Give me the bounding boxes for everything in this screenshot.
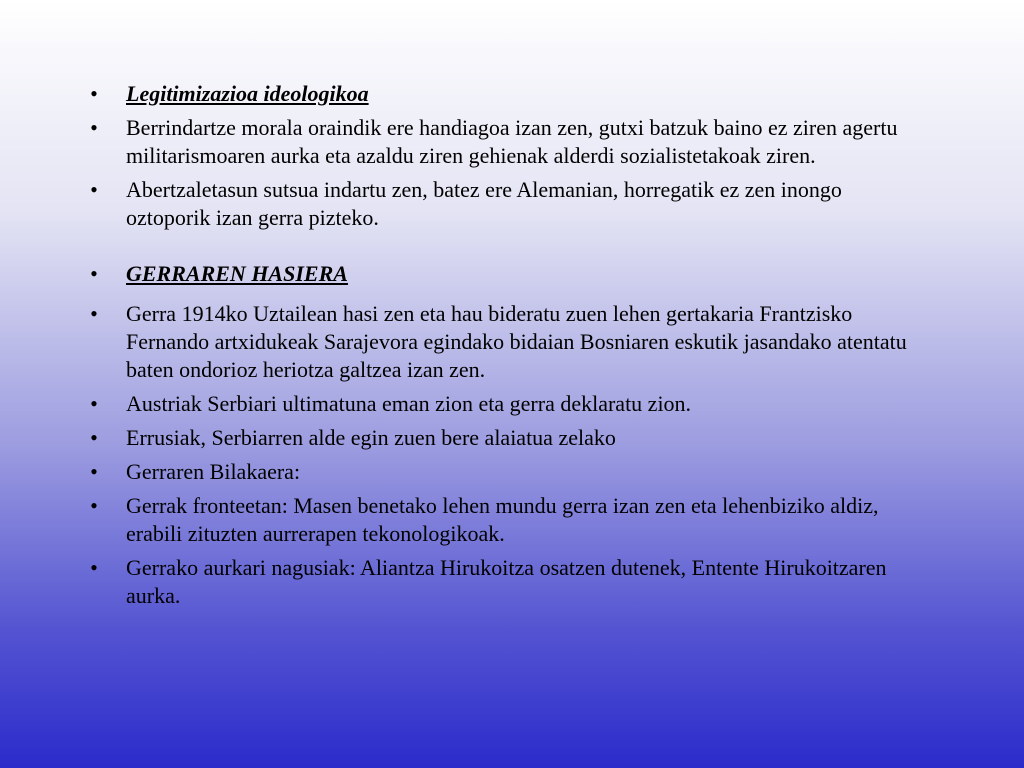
bullet-text: Gerrak fronteetan: Masen benetako lehen mundu gerra izan zen eta lehenbiziko aldiz, erabili zituzten aurrerapen tekonologikoak. — [126, 493, 879, 546]
bullet-text: Austriak Serbiari ultimatuna eman zion eta gerra deklaratu zion. — [126, 391, 692, 416]
bullet-text: Errusiak, Serbiarren alde egin zuen bere alaiatua zelako — [126, 425, 616, 450]
bullet-dot: • — [90, 555, 98, 580]
bullet-text: Abertzaletasun sutsua indartu zen, batez ere Alemanian, horregatik ez zen inongo oztoporik izan gerra pizteko. — [126, 177, 842, 230]
bullet-text: Gerra 1914ko Uztailean hasi zen eta hau bideratu zuen lehen gertakaria Frantzisko Fernando artxidukeak Sarajevora egindako bidaian Bosniaren eskutik jasandako atentatu baten ondorioz heriotza galtzea izan zen. — [126, 301, 907, 382]
bullet-item-russia — [84, 424, 914, 452]
bullet-dot: • — [90, 115, 98, 140]
bullet-item-nationalism — [84, 176, 914, 232]
bullet-text: Gerrako aurkari nagusiak: Aliantza Hirukoitza osatzen dutenek, Entente Hirukoitzaren aurka. — [126, 555, 887, 608]
bullet-dot: • — [90, 425, 98, 450]
section-heading-war-start: GERRAREN HASIERA — [126, 261, 348, 286]
bullet-item-legitimization-heading — [84, 80, 914, 108]
bullet-item-fronts — [84, 492, 914, 548]
bullet-dot: • — [90, 81, 98, 106]
section-heading-legitimization: Legitimizazioa ideologikoa — [126, 81, 369, 106]
bullet-text: Berrindartze morala oraindik ere handiagoa izan zen, gutxi batzuk baino ez ziren agertu militarismoaren aurka eta azaldu ziren gehienak alderdi sozialistetakoak ziren. — [126, 115, 898, 168]
bullet-item-opponents — [84, 554, 914, 610]
bullet-item-moral-rearmament — [84, 114, 914, 170]
bullet-dot: • — [90, 493, 98, 518]
bullet-item-war-start-heading — [84, 260, 914, 288]
bullet-item-ultimatum — [84, 390, 914, 418]
bullet-dot: • — [90, 301, 98, 326]
bullet-item-assassination — [84, 300, 914, 384]
bullet-text: Gerraren Bilakaera: — [126, 459, 301, 484]
bullet-list — [84, 80, 914, 616]
bullet-dot: • — [90, 391, 98, 416]
bullet-item-war-development — [84, 458, 914, 486]
bullet-dot: • — [90, 459, 98, 484]
bullet-dot: • — [90, 177, 98, 202]
bullet-dot: • — [90, 261, 98, 286]
